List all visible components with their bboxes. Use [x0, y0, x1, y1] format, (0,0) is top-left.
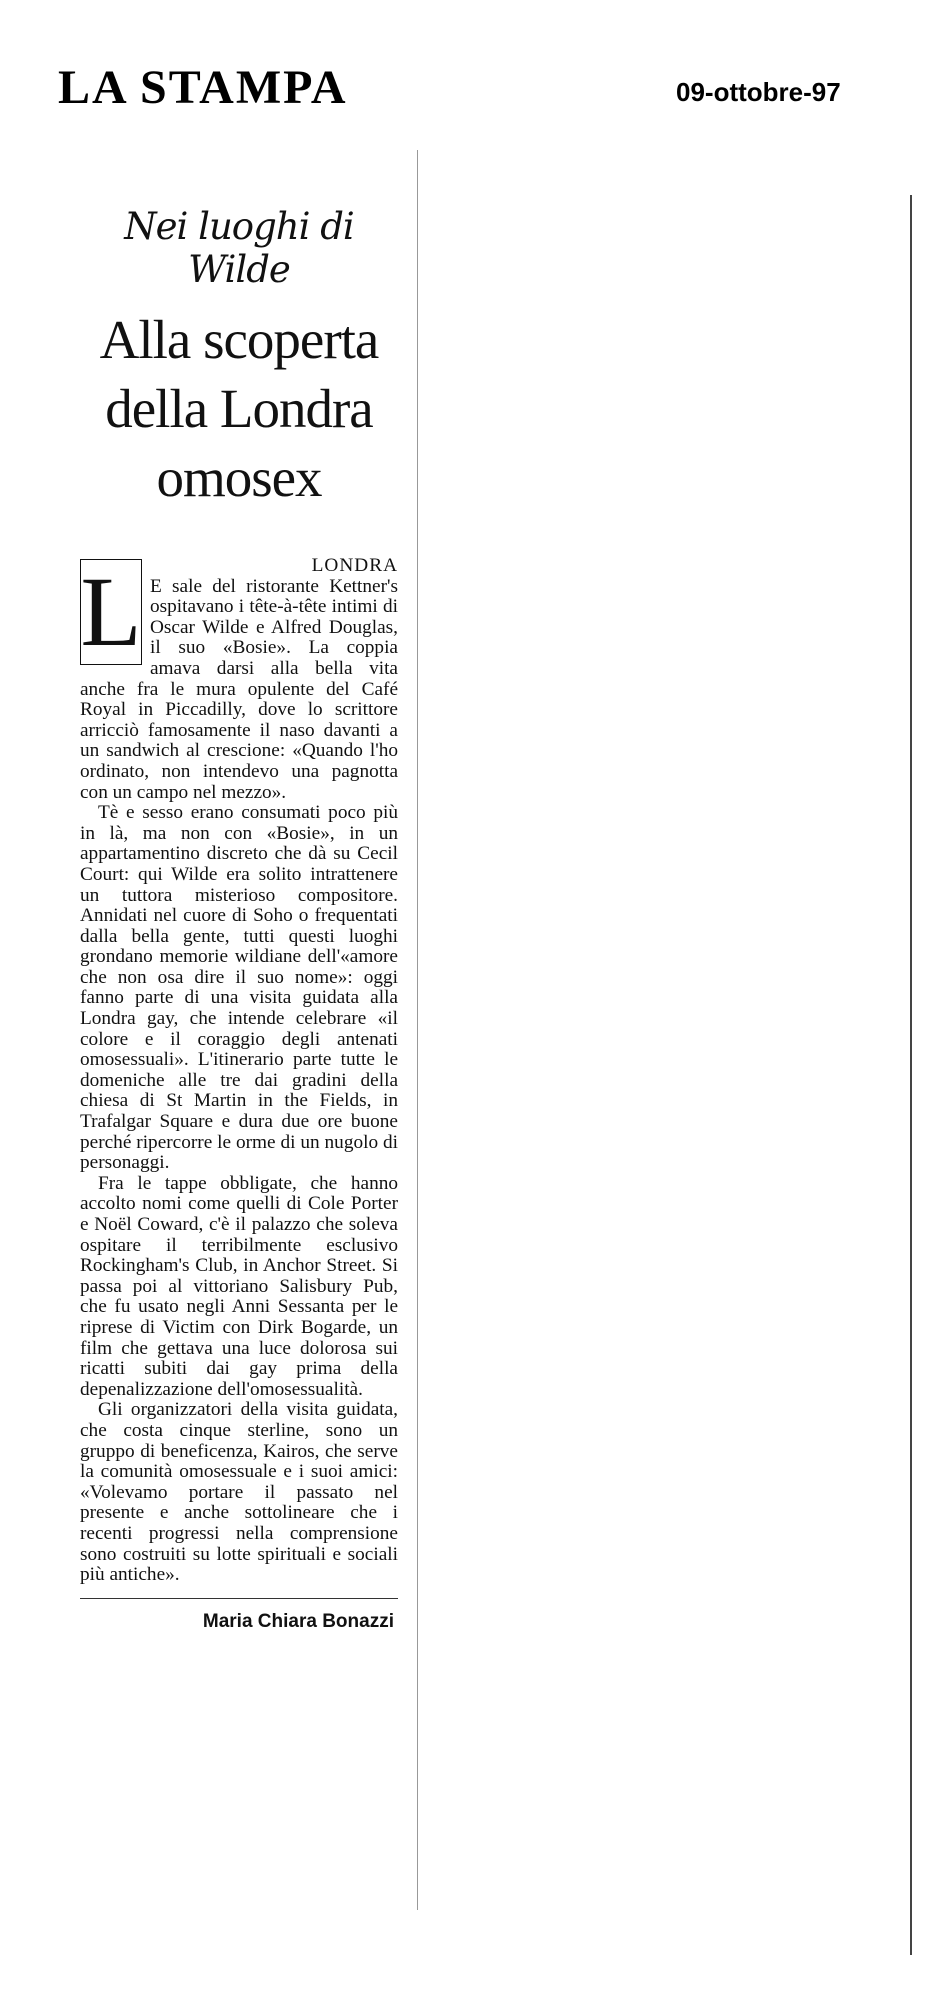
paragraph: E sale del ristorante Kettner's ospitavano i tête-à-tête intimi di Oscar Wilde e Alfred Douglas, il suo «Bosie». La coppia amava darsi alla bella vita anche fra le mura opulente del Café Royal in Piccadilly, dove lo scrittore arricciò famosamente il naso davanti a un sandwich al crescione: «Quando l'ho ordinato, non intendevo una pagnotta con un campo nel mezzo».: [80, 575, 398, 803]
dropcap-box: [80, 556, 142, 667]
article-kicker: Nei luoghi di Wilde: [124, 205, 354, 291]
headline-line: omosex: [156, 447, 322, 508]
dropcap-letter: L: [80, 556, 142, 667]
byline-rule: [80, 1598, 398, 1599]
headline-line: della Londra: [105, 378, 373, 439]
dateline: LONDRA: [311, 555, 398, 576]
paragraph: Gli organizzatori della visita guidata, che costa cinque sterline, sono un gruppo di beneficenza, Kairos, che serve la comunità omosessuale e i suoi amici: «Volevamo portare il passato nel presente e anche sottolineare che i recenti progressi nella comprensione sono costruiti su lotte spirituali e sociali più antiche».: [80, 1399, 398, 1586]
publication-date: 09-ottobre-97: [676, 77, 841, 107]
headline-line: Alla scoperta: [99, 309, 379, 370]
article-body: [80, 556, 398, 1586]
byline: Maria Chiara Bonazzi: [202, 1610, 394, 1632]
column-rule-right: [910, 195, 912, 1955]
column-rule-left: [417, 150, 418, 1910]
masthead: LA STAMPA: [58, 61, 348, 114]
paragraph: Fra le tappe obbligate, che hanno accolto nomi come quelli di Cole Porter e Noël Coward, c'è il palazzo che soleva ospitare il terribilmente esclusivo Rockingham's Club, in Anchor Street. Si passa poi al vittoriano Salisbury Pub, che fu usato negli Anni Sessanta per le riprese di Victim con Dirk Bogarde, un film che gettava una luce dolorosa sui ricatti subiti dai gay prima della depenalizzazione dell'omosessualità.: [80, 1172, 398, 1400]
article-headline: [80, 305, 398, 512]
article: [80, 205, 398, 1633]
paragraph: Tè e sesso erano consumati poco più in là, ma non con «Bosie», in un appartamentino discreto che dà su Cecil Court: qui Wilde era solito intrattenere un tuttora misterioso compositore. Annidati nel cuore di Soho o frequentati dalla bella gente, tutti questi luoghi grondano memorie wildiane dell'«amore che non osa dire il suo nome»: oggi fanno parte di una visita guidata alla Londra gay, che intende celebrare «il colore e il coraggio degli antenati omosessuali». L'itinerario parte tutte le domeniche alle tre dai gradini della chiesa di St Martin in the Fields, in Trafalgar Square e dura due ore buone perché ripercorre le orme di un nugolo di personaggi.: [80, 802, 398, 1174]
